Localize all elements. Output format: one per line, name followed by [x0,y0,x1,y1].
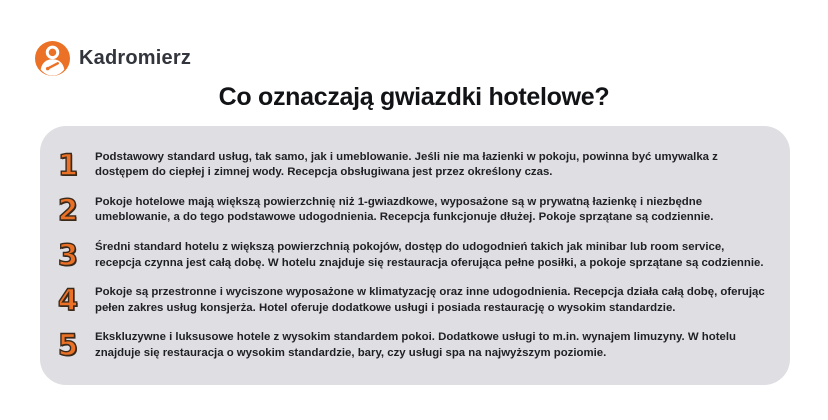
star-ratings-panel [40,126,790,385]
star-count-number: 4 [57,283,79,318]
star-description: Podstawowy standard usług, tak samo, jak i umeblowanie. Jeśli nie ma łazienki w pokoju, powinna być umywalka z dostępem do ciepłej i zimnej wody. Recepcja obsługiwana jest przez określony czas. [95,150,718,179]
star-count-number: 1 [57,147,79,182]
star-description: Średni standard hotelu z większą powierzchnią pokojów, dostęp do udogodnień takich jak minibar lub room service, recepcja czynna jest całą dobę. W hotelu znajduje się restauracja oferująca pełne posiłki, a pokoje sprzątane są codziennie. [95,240,764,269]
star-description: Pokoje są przestronne i wyciszone wyposażone w klimatyzację oraz inne udogodnienia. Recepcja działa całą dobę, oferując pełen zakres usług konsjerża. Hotel oferuje dodatkowe usługi i posiada restaurację o wysokim standardzie. [95,285,765,314]
list-item-star-5 [53,330,770,361]
kadromierz-gauge-person-icon [35,41,70,76]
kadromierz-logo [35,41,191,76]
list-item-star-4 [53,285,770,316]
star-description: Pokoje hotelowe mają większą powierzchnię niż 1-gwiazdkowe, wyposażone są w prywatną łazienkę i niezbędne umeblowanie, a do tego podstawowe udogodnienia. Recepcja funkcjonuje dłużej. Pokoje sprzątane są codziennie. [95,195,714,224]
star-count-number: 3 [57,238,79,272]
star-count-number: 5 [57,328,79,363]
list-item-star-1 [53,147,770,182]
star-count-number: 2 [57,192,79,227]
page-title: Co oznaczają gwiazdki hotelowe? [218,83,610,111]
star-description: Ekskluzywne i luksusowe hotele z wysokim standardem pokoi. Dodatkowe usługi to m.in. wynajem limuzyny. W hotelu znajduje się restauracja o wysokim standardzie, bary, czy usługi spa na najwyższym poziomie. [95,330,736,359]
list-item-star-2 [53,192,770,227]
list-item-star-3 [53,240,770,271]
brand-name: Kadromierz [79,47,192,69]
